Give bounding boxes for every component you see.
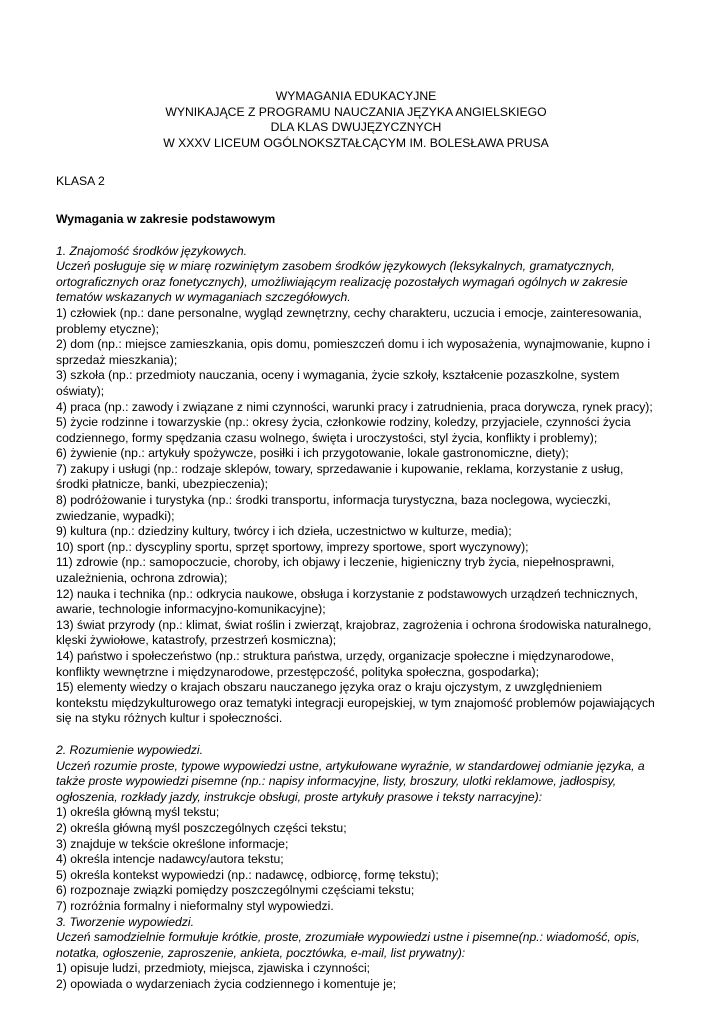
section-1-title: 1. Znajomość środków językowych. — [56, 243, 248, 258]
list-item: 3) szkoła (np.: przedmioty nauczania, oceny i wymagania, życie szkoły, kształcenie pozaszkolne, system oświaty); — [56, 368, 620, 398]
list-item: 8) podróżowanie i turystyka (np.: środki transportu, informacja turystyczna, baza noclegowa, wycieczki, zwiedzanie, wypadki); — [56, 493, 611, 523]
section-1 — [56, 244, 656, 727]
list-item: 15) elementy wiedzy o krajach obszaru nauczanego języka oraz o kraju ojczystym, z uwzględnieniem kontekstu międzykulturowego oraz tematyki integracji europejskiej, w tym znajomość problemów pojawiających się na styku różnych kultur i społeczności. — [56, 680, 655, 726]
list-item: 5) określa kontekst wypowiedzi (np.: nadawcę, odbiorcę, formę tekstu); — [56, 867, 439, 882]
section-title: Wymagania w zakresie podstawowym — [56, 211, 276, 226]
list-item: 4) praca (np.: zawody i związane z nimi czynności, warunki pracy i zatrudnienia, praca dorywcza, rynek pracy); — [56, 399, 653, 414]
list-item: 2) określa główną myśl poszczególnych części tekstu; — [56, 820, 347, 835]
list-item: 7) zakupy i usługi (np.: rodzaje sklepów, towary, sprzedawanie i kupowanie, reklama, korzystanie z usług, środki płatnicze, banki, ubezpieczenia); — [56, 461, 624, 492]
header-line-4: W XXXV LICEUM OGÓLNOKSZTAŁCĄCYM IM. BOLESŁAWA PRUSA — [163, 135, 549, 150]
list-item: 10) sport (np.: dyscypliny sportu, sprzęt sportowy, imprezy sportowe, sport wyczynowy); — [56, 539, 529, 554]
list-item: 6) żywienie (np.: artykuły spożywcze, posiłki i ich przygotowanie, lokale gastronomiczne, diety); — [56, 446, 569, 461]
section-2-title: 2. Rozumienie wypowiedzi. — [56, 742, 203, 757]
header-line-2: WYNIKAJĄCE Z PROGRAMU NAUCZANIA JĘZYKA ANGIELSKIEGO — [165, 104, 547, 119]
section-2-intro: Uczeń rozumie proste, typowe wypowiedzi ustne, artykułowane wyraźnie, w standardowej odmianie języka, a także proste wypowiedzi pisemne (np.: napisy informacyjne, listy, broszury, ulotki reklamowe, jadłospisy, ogłoszenia, rozkłady jazdy, instrukcje obsługi, proste artykuły prasowe i teksty narracyjne): — [56, 758, 645, 804]
document-page — [56, 89, 656, 992]
list-item: 2) dom (np.: miejsce zamieszkania, opis domu, pomieszczeń domu i ich wyposażenia, wynajmowanie, kupno i sprzedaż mieszkania); — [56, 337, 651, 367]
list-item: 3) znajduje w tekście określone informacje; — [56, 836, 289, 851]
section-3 — [56, 915, 656, 993]
document-header — [56, 89, 656, 151]
list-item: 12) nauka i technika (np.: odkrycia naukowe, obsługa i korzystanie z podstawowych urządzeń technicznych, awarie, technologie informacyjno-komunikacyjne); — [56, 586, 638, 617]
section-2 — [56, 743, 656, 915]
class-label: KLASA 2 — [56, 174, 105, 189]
section-3-intro: Uczeń samodzielnie formułuje krótkie, proste, zrozumiałe wypowiedzi ustne i pisemne(np.: wiadomość, opis, notatka, ogłoszenie, zaproszenie, ankieta, pocztówka, e-mail, list prywatny): — [56, 930, 640, 960]
list-item: 1) człowiek (np.: dane personalne, wygląd zewnętrzny, cechy charakteru, uczucia i emocje, zainteresowania, problemy etyczne); — [56, 305, 642, 336]
section-3-title: 3. Tworzenie wypowiedzi. — [56, 914, 194, 929]
section-1-intro: Uczeń posługuje się w miarę rozwiniętym zasobem środków językowych (leksykalnych, gramatycznych, ortograficznych oraz fonetycznych), umożliwiającym realizację pozostałych wymagań ogólnych w zakresie tematów wskazanych w wymaganiach szczegółowych. — [56, 259, 628, 305]
list-item: 1) opisuje ludzi, przedmioty, miejsca, zjawiska i czynności; — [56, 961, 371, 976]
list-item: 1) określa główną myśl tekstu; — [56, 805, 220, 820]
header-line-3: DLA KLAS DWUJĘZYCZNYCH — [270, 120, 442, 135]
list-item: 2) opowiada o wydarzeniach życia codziennego i komentuje je; — [56, 976, 397, 991]
header-line-1: WYMAGANIA EDUKACYJNE — [275, 89, 437, 103]
list-item: 11) zdrowie (np.: samopoczucie, choroby, ich objawy i leczenie, higieniczny tryb życia, niepełnosprawni, uzależnienia, ochrona zdrowia); — [56, 555, 615, 586]
list-item: 5) życie rodzinne i towarzyskie (np.: okresy życia, członkowie rodziny, koledzy, przyjaciele, czynności życia codziennego, formy spędzania czasu wolnego, święta i uroczystości, styl życia, konflikty i problemy); — [56, 415, 631, 445]
list-item: 14) państwo i społeczeństwo (np.: struktura państwa, urzędy, organizacje społeczne i międzynarodowe, konflikty wewnętrzne i międzynarodowe, przestępczość, polityka społeczna, gospodarka); — [56, 649, 614, 679]
list-item: 7) rozróżnia formalny i nieformalny styl wypowiedzi. — [56, 898, 334, 913]
list-item: 4) określa intencje nadawcy/autora tekstu; — [56, 852, 284, 867]
list-item: 6) rozpoznaje związki pomiędzy poszczególnymi częściami tekstu; — [56, 883, 415, 898]
list-item: 13) świat przyrody (np.: klimat, świat roślin i zwierząt, krajobraz, zagrożenia i ochrona środowiska naturalnego, klęski żywiołowe, katastrofy, przestrzeń kosmiczna); — [56, 617, 652, 648]
list-item: 9) kultura (np.: dziedziny kultury, twórcy i ich dzieła, uczestnictwo w kulturze, media); — [56, 524, 512, 539]
